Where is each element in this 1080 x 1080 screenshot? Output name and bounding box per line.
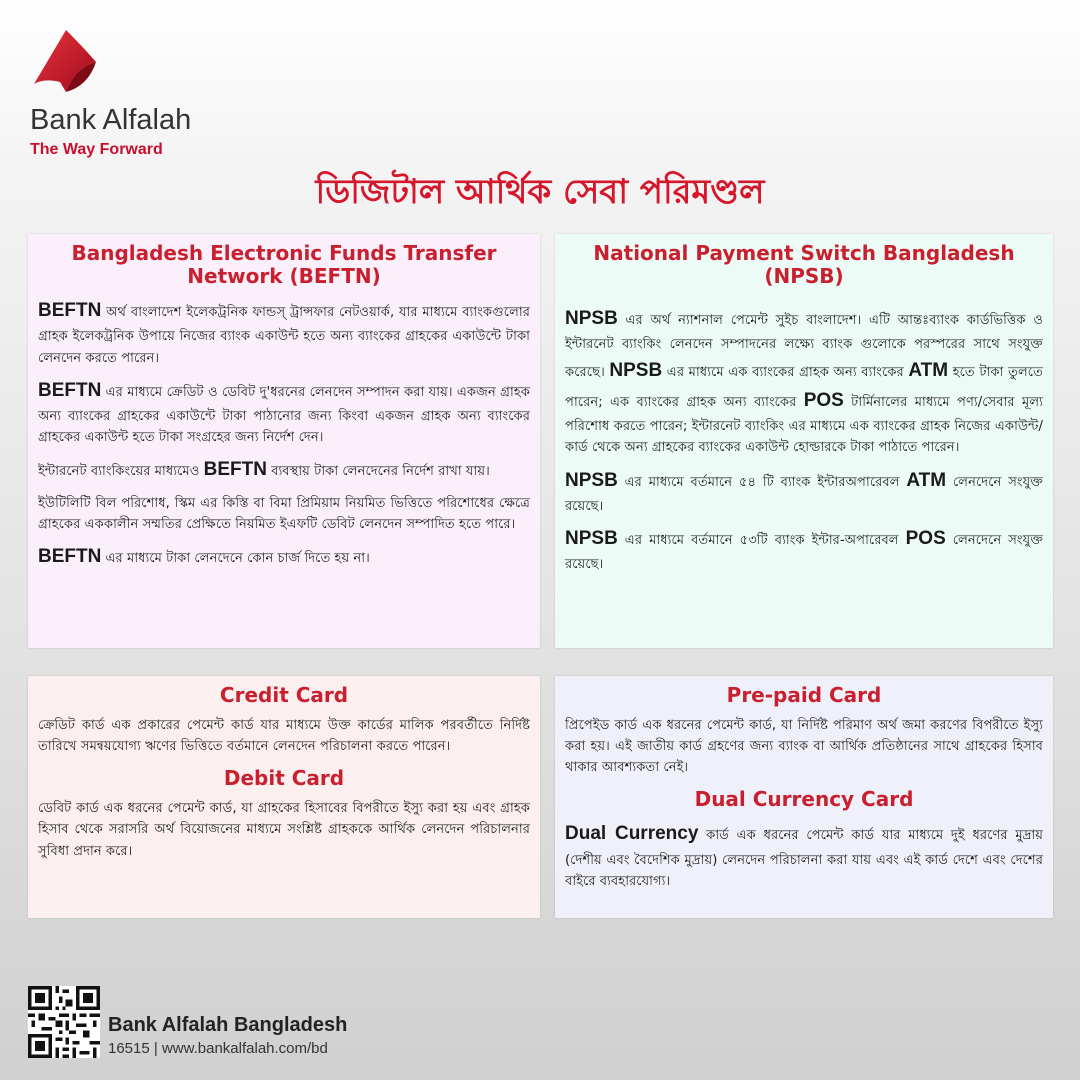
npsb-term: NPSB	[565, 308, 618, 329]
beftn-term: BEFTN	[38, 300, 102, 321]
npsb-text: হতে টাকা তুলতে পারেন; এক ব্যাংকের গ্রাহক অন্য ব্যাংকের	[565, 364, 1043, 410]
npsb-title: National Payment Switch Bangladesh (NPSB)	[593, 241, 1015, 288]
footer-bank-name: Bank Alfalah Bangladesh	[108, 1014, 348, 1036]
dual-currency-text: কার্ড এক ধরনের পেমেন্ট কার্ড যার মাধ্যমে দুই ধরণের মুদ্রায় (দেশীয় এবং বৈদেশিক মুদ্রায়) লেনদেন পরিচালনা করা যায় এবং এই কার্ড দেশে এবং দেশের বাইরে ব্যবহারযোগ্য।	[565, 828, 1044, 889]
npsb-text: এর মাধ্যমে এক ব্যাংকের গ্রাহক অন্য ব্যাংকের	[662, 364, 909, 380]
brand-logo	[28, 28, 208, 158]
debit-card-text: ডেবিট কার্ড এক ধরনের পেমেন্ট কার্ড, যা গ্রাহকের হিসাবের বিপরীতে ইস্যু করা হয় এবং গ্রাহক হিসাব থেকে সরাসরি অর্থ বিয়োজনের মাধ্যমে সংশ্লিষ্ট গ্রাহককে আর্থিক লেনদেন পরিচালনার সুবিধা প্রদান করে।	[38, 801, 530, 859]
brand-name: Bank Alfalah	[30, 104, 192, 136]
beftn-paragraph-2	[38, 376, 530, 449]
npsb-card	[555, 234, 1053, 648]
npsb-term: NPSB	[565, 528, 618, 550]
footer-contact[interactable]: 16515 | www.bankalfalah.com/bd	[108, 1040, 328, 1057]
beftn-paragraph-5	[38, 542, 530, 572]
atm-term: ATM	[908, 359, 949, 381]
npsb-text: টার্মিনালের মাধ্যমে পণ্য/সেবার মূল্য পরিশোধ করতে পারেন; ইন্টারনেট ব্যাংকিং এর মাধ্যমে এক ব্যাংকের গ্রাহক নিজের একাউন্ট/কার্ড থেকে অন্য গ্রাহকের ব্যাংকের একাউন্ট হোল্ডারকে টাকা পাঠাতে পারেন।	[565, 394, 1043, 456]
prepaid-card-text: প্রিপেইড কার্ড এক ধরনের পেমেন্ট কার্ড, যা নির্দিষ্ট পরিমাণ অর্থ জমা করণের বিপরীতে ইস্যু করা হয়। এই জাতীয় কার্ড গ্রহণের জন্য ব্যাংক বা আর্থিক প্রতিষ্ঠানের সাথে গ্রাহকের হিসাব থাকার আবশ্যকতা নেই।	[565, 718, 1043, 776]
dual-currency-card-paragraph	[565, 819, 1043, 892]
npsb-term: NPSB	[609, 359, 663, 381]
credit-card-title: Credit Card	[219, 683, 349, 707]
beftn-paragraph-1	[38, 296, 530, 369]
npsb-paragraph-2	[565, 466, 1043, 518]
qr-code-icon[interactable]	[28, 986, 100, 1058]
npsb-text: লেনদেনে সংযুক্ত রয়েছে।	[565, 533, 1043, 573]
npsb-text: এর মাধ্যমে বর্তমানে ৫৪ টি ব্যাংক ইন্টারঅপারেবল	[617, 474, 907, 490]
beftn-term: BEFTN	[38, 545, 102, 567]
pos-term: POS	[905, 528, 946, 550]
npsb-text: এর মাধ্যমে বর্তমানে ৫৩টি ব্যাংক ইন্টার-অপারেবল	[617, 533, 906, 549]
page-title: ডিজিটাল আর্থিক সেবা পরিমণ্ডল	[315, 172, 765, 212]
credit-card-text: ক্রেডিট কার্ড এক প্রকারের পেমেন্ট কার্ড যার মাধ্যমে উক্ত কার্ডের মালিক পরবর্তীতে নির্দিষ্ট তারিখে সমন্বয়যোগ্য ঋণের ভিত্তিতে বর্তমানে লেনদেন পরিচালনা করতে পারেন।	[38, 718, 530, 755]
beftn-text: ব্যবস্থায় টাকা লেনদেনের নির্দেশ রাখা যায়।	[266, 464, 490, 480]
beftn-text: এর মাধ্যমে টাকা লেনদেনে কোন চার্জ দিতে হয় না।	[101, 550, 370, 566]
beftn-text: ইউটিলিটি বিল পরিশোধ, স্কিম এর কিস্তি বা বিমা প্রিমিয়াম নিয়মিত ভিত্তিতে পরিশোধের ক্ষেত্রে গ্রাহকের এককালীন সম্মতির প্রেক্ষিতে নিয়মিত ইএফটি ডেবিট লেনদেন সম্পাদিত হতে পারে।	[38, 495, 530, 532]
beftn-title: Bangladesh Electronic Funds Transfer Network (BEFTN)	[71, 241, 497, 288]
beftn-text: ইন্টারনেট ব্যাংকিংয়ের মাধ্যমেও	[38, 464, 204, 480]
footer	[28, 986, 528, 1060]
atm-term: ATM	[906, 469, 947, 491]
npsb-text: এর অর্থ ন্যাশনাল পেমেন্ট সুইচ বাংলাদেশ। এটি আন্তঃব্যাংক কার্ডভিত্তিক ও ইন্টারনেট ব্যাংকিং লেনদেন সম্পাদনের লক্ষ্যে ব্যাংক গুলোকে পরস্পরের সাথে সংযুক্ত করেছে।	[565, 313, 1043, 380]
npsb-paragraph-1	[565, 304, 1043, 459]
dual-currency-term: Dual Currency	[565, 823, 699, 845]
npsb-text: লেনদেনে সংযুক্ত রয়েছে।	[565, 474, 1044, 514]
credit-debit-card	[28, 676, 540, 918]
beftn-paragraph-3	[38, 455, 530, 485]
npsb-paragraph-3	[565, 524, 1043, 576]
beftn-paragraph-4	[38, 493, 530, 535]
beftn-card	[28, 234, 540, 648]
beftn-text: অর্থ বাংলাদেশ ইলেকট্রনিক ফান্ডস্ ট্রান্সফার নেটওয়ার্ক, যার মাধ্যমে ব্যাংকগুলোর গ্রাহক ইলেকট্রনিক উপায়ে নিজের ব্যাংক একাউন্ট হতে অন্য ব্যাংকের গ্রাহকের একাউন্টে টাকা লেনদেন করতে পারেন।	[38, 305, 530, 366]
pos-term: POS	[803, 389, 844, 411]
bank-alfalah-logo-icon	[30, 28, 100, 98]
beftn-term: BEFTN	[203, 459, 267, 481]
dual-currency-card-title: Dual Currency Card	[694, 787, 914, 812]
brand-tagline: The Way Forward	[30, 141, 163, 158]
beftn-text: এর মাধ্যমে ক্রেডিট ও ডেবিট দু'ধরনের লেনদেন সম্পাদন করা যায়। একজন গ্রাহক অন্য ব্যাংকের গ্রাহকের একাউন্টে টাকা পাঠানোর জন্য কিংবা একজন গ্রাহক অন্য ব্যাংকের গ্রাহকের একাউন্ট হতে টাকা সংগ্রহের জন্য নির্দেশ দেন।	[38, 384, 530, 446]
prepaid-card-title: Pre-paid Card	[726, 683, 882, 707]
prepaid-dual-card	[555, 676, 1053, 918]
beftn-term: BEFTN	[38, 379, 102, 401]
debit-card-title: Debit Card	[223, 766, 345, 791]
npsb-term: NPSB	[565, 469, 618, 491]
